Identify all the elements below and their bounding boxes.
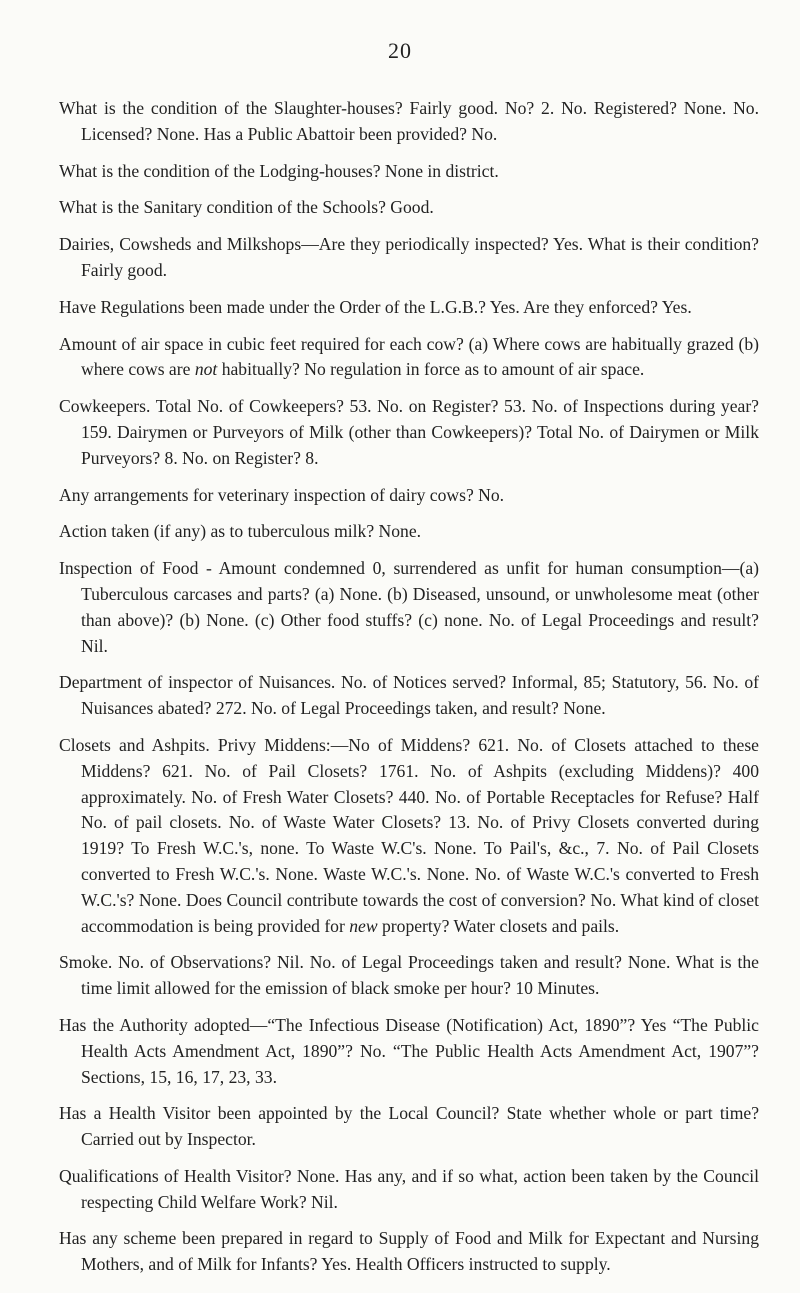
paragraph-food-inspection: Inspection of Food - Amount condemned 0, surrendered as unfit for human consumption—(a) Tuberculous carcases and parts? (a) None. (b) Diseased, unsound, or unwholesome meat (other than above)? (b) None. (c) Other food stuffs? (c) none. No. of Legal Proceedings and result? Nil.	[59, 558, 759, 656]
paragraph-cowkeepers: Cowkeepers. Total No. of Cowkeepers? 53. No. on Register? 53. No. of Inspections during year? 159. Dairymen or Purveyors of Milk (other than Cowkeepers)? Total No. of Dairymen or Milk Purveyors? 8. No. on Register? 8.	[59, 396, 759, 468]
paragraph-veterinary: Any arrangements for veterinary inspection of dairy cows? No.	[59, 484, 505, 505]
paragraph-closets-ashpits: Closets and Ashpits. Privy Middens:—No of Middens? 621. No. of Closets attached to these Middens? 621. No. of Pail Closets? 1761. No. of Ashpits (excluding Middens)? 400 approximately. No. of Fresh Water Closets? 440. No. of Portable Receptacles for Refuse? Half No. of pail closets. No. of Waste Water Closets? 13. No. of Privy Closets converted during 1919? To Fresh W.C.'s, none. To Waste W.C's. None. To Pail's, &c., 7. No. of Pail Closets converted to Fresh W.C.'s. None. Waste W.C.'s. None. No. of Waste W.C.'s converted to Fresh W.C.'s? None. Does Council contribute towards the cost of conversion? No. What kind of closet accommodation is being provided for new property? Water closets and pails.	[59, 734, 759, 936]
paragraph-regulations: Have Regulations been made under the Order of the L.G.B.? Yes. Are they enforced? Yes.	[59, 296, 692, 317]
page-number: 20	[388, 38, 412, 63]
paragraph-nuisances: Department of inspector of Nuisances. No. of Notices served? Informal, 85; Statutory, 56. No. of Nuisances abated? 272. No. of Legal Proceedings taken, and result? None.	[59, 672, 759, 719]
paragraph-lodging-houses: What is the condition of the Lodging-houses? None in district.	[59, 160, 499, 181]
paragraph-slaughter-houses: What is the condition of the Slaughter-houses? Fairly good. No? 2. No. Registered? None. No. Licensed? None. Has a Public Abattoir been provided? No.	[59, 98, 759, 144]
paragraph-health-visitor: Has a Health Visitor been appointed by the Local Council? State whether whole or part time? Carried out by Inspector.	[59, 1103, 759, 1150]
paragraph-smoke: Smoke. No. of Observations? Nil. No. of Legal Proceedings taken and result? None. What is the time limit allowed for the emission of black smoke per hour? 10 Minutes.	[59, 952, 759, 999]
paragraph-schools: What is the Sanitary condition of the Schools? Good.	[59, 197, 434, 218]
paragraph-air-space: Amount of air space in cubic feet required for each cow? (a) Where cows are habitually grazed (b) where cows are not habitually? No regulation in force as to amount of air space.	[59, 333, 759, 380]
paragraph-food-milk-scheme: Has any scheme been prepared in regard to Supply of Food and Milk for Expectant and Nursing Mothers, and of Milk for Infants? Yes. Health Officers instructed to supply.	[59, 1228, 759, 1275]
paragraph-tuberculous-milk: Action taken (if any) as to tuberculous milk? None.	[59, 521, 422, 542]
paragraph-dairies: Dairies, Cowsheds and Milkshops—Are they periodically inspected? Yes. What is their condition? Fairly good.	[59, 234, 759, 280]
report-body	[59, 96, 759, 1289]
paragraph-acts-adopted: Has the Authority adopted—“The Infectious Disease (Notification) Act, 1890”? Yes “The Public Health Acts Amendment Act, 1890”? No. “The Public Health Acts Amendment Act, 1907”? Sections, 15, 16, 17, 23, 33.	[59, 1014, 759, 1087]
paragraph-qualifications: Qualifications of Health Visitor? None. Has any, and if so what, action been taken by the Council respecting Child Welfare Work? Nil.	[59, 1165, 759, 1212]
